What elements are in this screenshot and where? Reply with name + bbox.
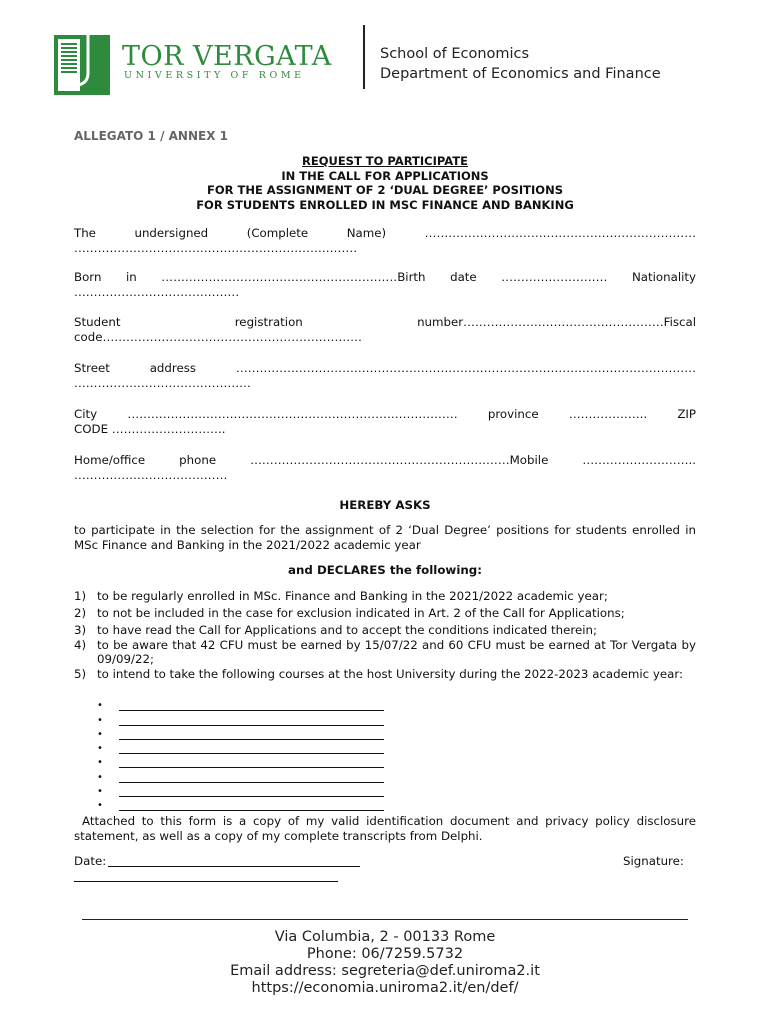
logo-title: TOR VERGATA: [122, 41, 332, 72]
request-line-1: REQUEST TO PARTICIPATE: [302, 154, 468, 168]
course-blank-line[interactable]: [119, 730, 384, 740]
hereby-asks-heading: HEREBY ASKS: [339, 498, 431, 512]
footer-contact: [0, 929, 770, 997]
student-line-1: Student registration number……………………………………………Fiscal: [74, 315, 696, 329]
course-entry[interactable]: [97, 768, 384, 782]
bullet-icon: •: [97, 786, 103, 798]
course-blank-line[interactable]: [119, 716, 384, 726]
bullet-icon: •: [97, 700, 103, 712]
phone-line-1: Home/office phone …………………………………………………………Mobile ………………………..: [74, 453, 696, 467]
bullet-icon: •: [97, 743, 103, 755]
born-line-2: ……………………………………: [74, 285, 240, 299]
participate-paragraph: to participate in the selection for the assignment of 2 ‘Dual Degree’ positions for students enrolled in MSc Finance and Banking in the 2021/2022 academic year: [74, 523, 696, 552]
course-blank-line[interactable]: [119, 773, 384, 783]
phone-line-2: …………………………………: [74, 468, 228, 482]
footer-url[interactable]: https://economia.uniroma2.it/en/def/: [251, 980, 519, 996]
course-blank-line[interactable]: [119, 701, 384, 711]
school-heading: [380, 44, 661, 84]
signature-input-line[interactable]: [74, 869, 338, 882]
logo-subtitle: UNIVERSITY OF ROME: [124, 70, 305, 81]
university-logo-icon: [54, 35, 110, 95]
footer-email[interactable]: Email address: segreteria@def.uniroma2.it: [230, 963, 540, 979]
declares-heading: and DECLARES the following:: [288, 563, 482, 577]
date-label: Date:: [74, 854, 107, 868]
request-line-2: IN THE CALL FOR APPLICATIONS: [281, 168, 489, 183]
student-registration-field[interactable]: [74, 315, 696, 345]
declaration-item: [74, 589, 696, 604]
street-address-field[interactable]: [74, 361, 696, 391]
declaration-text: to intend to take the following courses at the host University during the 2022-2023 academic year:: [97, 666, 683, 681]
declaration-item: [74, 606, 696, 621]
course-entry[interactable]: [97, 711, 384, 725]
undersigned-line-1: The undersigned (Complete Name) ……………………………………………………………: [74, 226, 696, 240]
course-blank-line[interactable]: [119, 758, 384, 768]
phone-field[interactable]: [74, 453, 696, 483]
city-field[interactable]: [74, 407, 696, 437]
attached-paragraph: Attached to this form is a copy of my valid identification document and privacy policy disclosure statement, as well as a copy of my complete transcripts from Delphi.: [74, 814, 696, 843]
street-line-2: ………………………………………: [74, 376, 251, 390]
bullet-icon: •: [97, 800, 103, 812]
course-entry[interactable]: [97, 797, 384, 811]
bullet-icon: •: [97, 714, 103, 726]
city-line-1: City ………………………………………………………………………… province ……………….. ZIP: [74, 407, 696, 421]
bullet-icon: •: [97, 771, 103, 783]
declaration-text: to be regularly enrolled in MSc. Finance and Banking in the 2021/2022 academic year;: [97, 589, 608, 603]
course-blank-line[interactable]: [119, 801, 384, 811]
course-entry[interactable]: [97, 783, 384, 797]
signature-label: Signature:: [623, 854, 684, 868]
declaration-text: to have read the Call for Applications and to accept the conditions indicated therein;: [97, 623, 597, 637]
course-entry[interactable]: [97, 726, 384, 740]
declaration-number: 3): [74, 623, 87, 637]
footer-phone: Phone: 06/7259.5732: [306, 946, 464, 962]
department-name: Department of Economics and Finance: [380, 66, 661, 82]
declaration-number: 1): [74, 589, 87, 603]
annex-label: ALLEGATO 1 / ANNEX 1: [74, 129, 228, 143]
declaration-item: [74, 623, 696, 638]
declaration-text: to be aware that 42 CFU must be earned by 15/07/22 and 60 CFU must be earned at Tor Vergata by 09/09/22;: [97, 637, 696, 666]
undersigned-line-2: ………………………………………………………………: [74, 241, 358, 255]
bullet-icon: •: [97, 728, 103, 740]
student-line-2: code…………………………………………………………: [74, 330, 362, 344]
declaration-item: [74, 667, 696, 682]
date-input-line[interactable]: [108, 853, 360, 867]
declaration-number: 4): [74, 637, 87, 652]
city-line-2: CODE ………………………..: [74, 422, 226, 436]
course-blank-line[interactable]: [119, 787, 384, 797]
street-line-1: Street address ………………………………………………………………………………………………………: [74, 361, 696, 375]
course-entry[interactable]: [97, 754, 384, 768]
request-title: [74, 154, 696, 212]
request-line-3: FOR THE ASSIGNMENT OF 2 ‘DUAL DEGREE’ POSITIONS: [206, 183, 563, 197]
born-line-1: Born in ……………………………………………………Birth date ……………………… Nationality: [74, 270, 696, 284]
footer-divider: [82, 919, 688, 920]
course-entry[interactable]: [97, 697, 384, 711]
courses-list: [97, 697, 384, 811]
birth-field[interactable]: [74, 270, 696, 300]
declaration-number: 2): [74, 605, 87, 620]
request-line-4: FOR STUDENTS ENROLLED IN MSC FINANCE AND BANKING: [196, 197, 574, 212]
course-entry[interactable]: [97, 740, 384, 754]
course-blank-line[interactable]: [119, 744, 384, 754]
school-name: School of Economics: [380, 46, 530, 62]
bullet-icon: •: [97, 757, 103, 769]
declaration-item: [74, 638, 696, 667]
undersigned-field[interactable]: [74, 226, 696, 256]
declarations-list: [74, 589, 696, 681]
footer-address: Via Columbia, 2 - 00133 Rome: [274, 929, 496, 945]
declaration-text: to not be included in the case for exclusion indicated in Art. 2 of the Call for Applications;: [97, 605, 625, 620]
header-divider: [363, 25, 365, 89]
declaration-number: 5): [74, 666, 87, 681]
